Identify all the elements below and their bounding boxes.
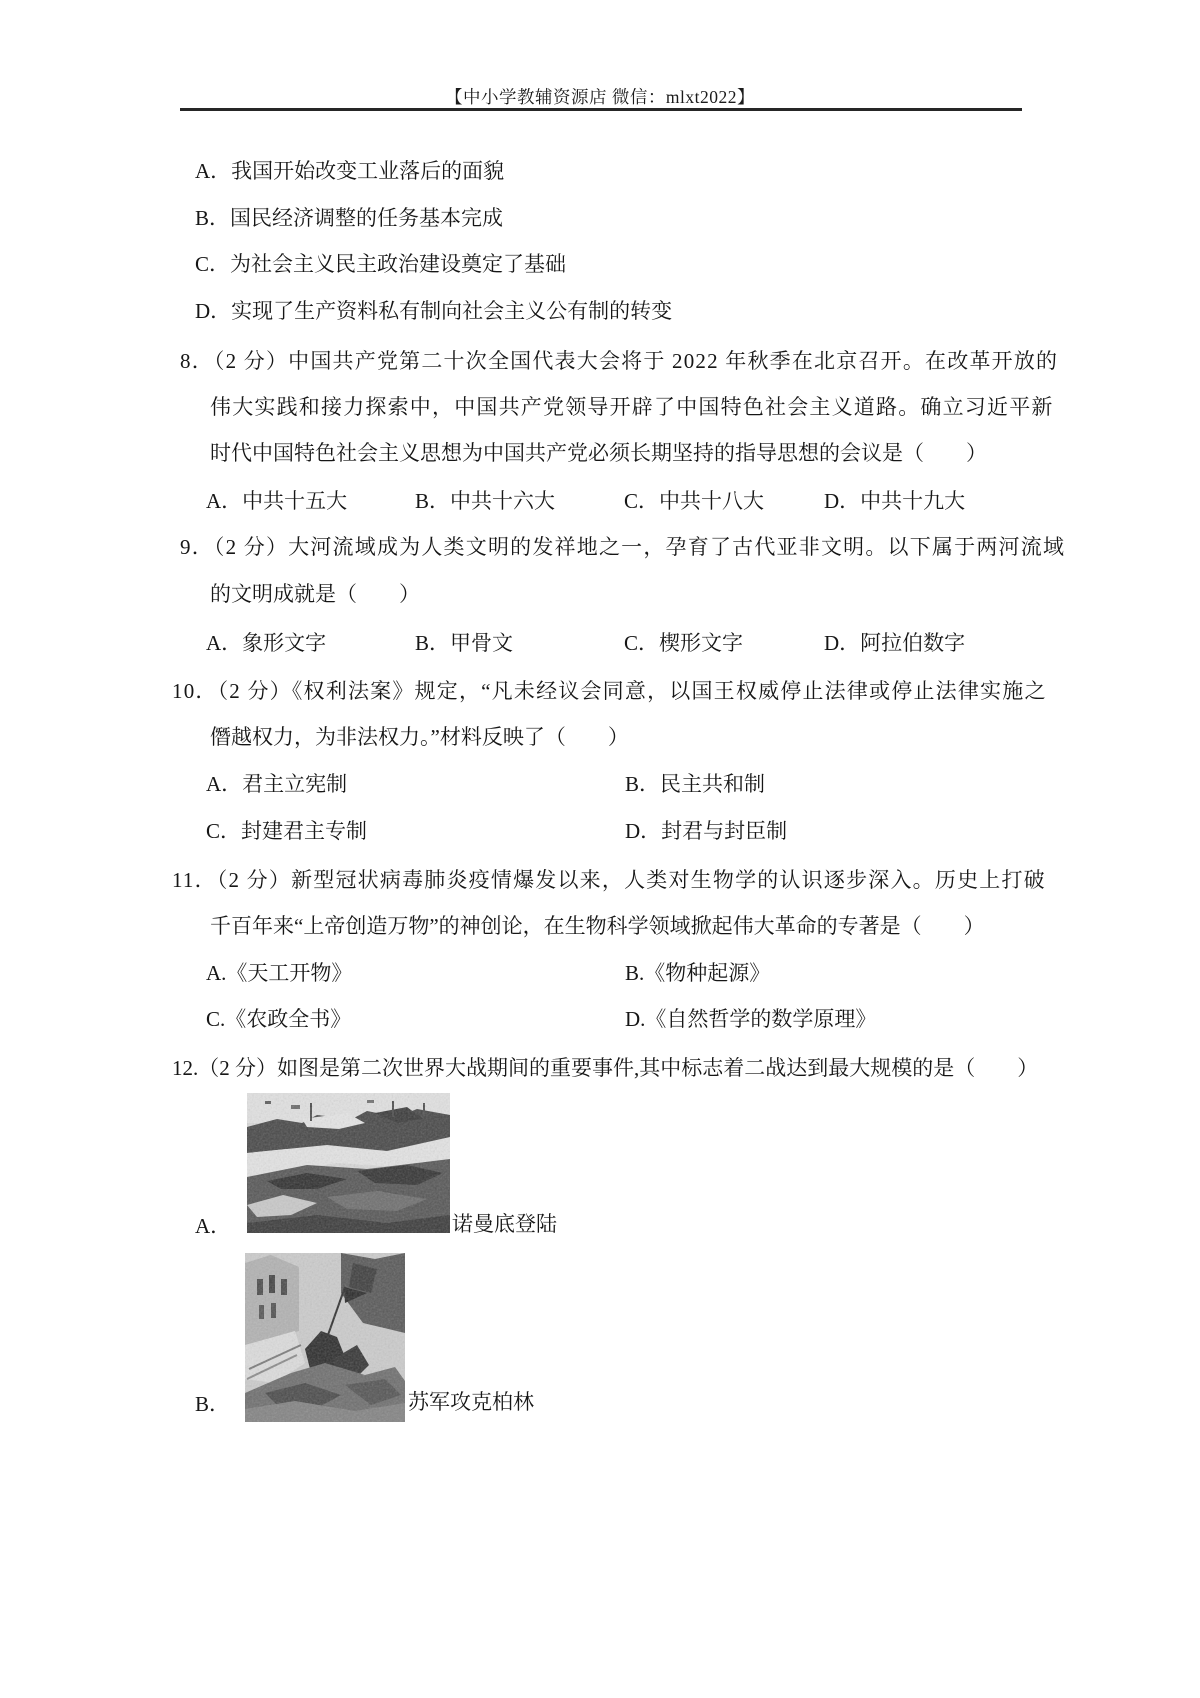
q7-option-b: B．国民经济调整的任务基本完成 [195,206,504,230]
soviet-berlin-photo [245,1253,405,1422]
q11-option-a: A.《天工开物》 [206,961,353,985]
q11-line-2: 千百年来“上帝创造万物”的神创论，在生物科学领域掀起伟大革命的专著是（ ） [210,914,985,938]
q9-line-2: 的文明成就是（ ） [210,582,420,606]
q10-option-b: B．民主共和制 [625,772,766,796]
q7-option-c: C．为社会主义民主政治建设奠定了基础 [195,252,567,276]
q9-option-c: C．楔形文字 [624,631,744,655]
q7-option-d: D．实现了生产资料私有制向社会主义公有制的转变 [195,299,673,323]
q9-option-b: B．甲骨文 [415,631,514,655]
q11-line-1: 11．（2 分）新型冠状病毒肺炎疫情爆发以来，人类对生物学的认识逐步深入。历史上打破 [172,868,1046,892]
q9-line-1: 9．（2 分）大河流域成为人类文明的发祥地之一，孕育了古代亚非文明。以下属于两河流域 [180,535,1066,559]
normandy-landing-photo [247,1093,450,1233]
q10-line-2: 僭越权力，为非法权力。”材料反映了（ ） [210,725,629,749]
q7-option-a: A．我国开始改变工业落后的面貌 [195,159,505,183]
q12-figure-b-caption: 苏军攻克柏林 [408,1390,534,1414]
q9-option-d: D．阿拉伯数字 [824,631,966,655]
q8-line-1: 8．（2 分）中国共产党第二十次全国代表大会将于 2022 年秋季在北京召开。在改革开放的 [180,349,1059,373]
q8-option-c: C．中共十八大 [624,489,765,513]
q8-option-a: A．中共十五大 [206,489,348,513]
q12-figure-a-caption: 诺曼底登陆 [452,1212,557,1236]
q12-figure-b-letter: B． [195,1392,231,1416]
q9-option-a: A．象形文字 [206,631,327,655]
q8-line-3: 时代中国特色社会主义思想为中国共产党必须长期坚持的指导思想的会议是（ ） [210,441,987,465]
header-divider [180,108,1022,111]
q10-line-1: 10．（2 分）《权利法案》规定，“凡未经议会同意，以国王权威停止法律或停止法律实施之 [172,679,1047,703]
q11-option-c: C.《农政全书》 [206,1007,352,1031]
q8-option-b: B．中共十六大 [415,489,556,513]
header-watermark: 【中小学教辅资源店 微信：mlxt2022】 [445,87,755,107]
q11-option-d: D.《自然哲学的数学原理》 [625,1007,877,1031]
q8-line-2: 伟大实践和接力探索中，中国共产党领导开辟了中国特色社会主义道路。确立习近平新 [210,395,1054,419]
q10-option-a: A．君主立宪制 [206,772,348,796]
q8-option-d: D．中共十九大 [824,489,966,513]
q11-option-b: B.《物种起源》 [625,961,771,985]
q10-option-d: D．封君与封臣制 [625,819,788,843]
q10-option-c: C．封建君主专制 [206,819,368,843]
q12-figure-a-letter: A． [195,1214,232,1238]
q12-line-1: 12.（2 分）如图是第二次世界大战期间的重要事件,其中标志着二战达到最大规模的是（ ） [172,1056,1039,1080]
